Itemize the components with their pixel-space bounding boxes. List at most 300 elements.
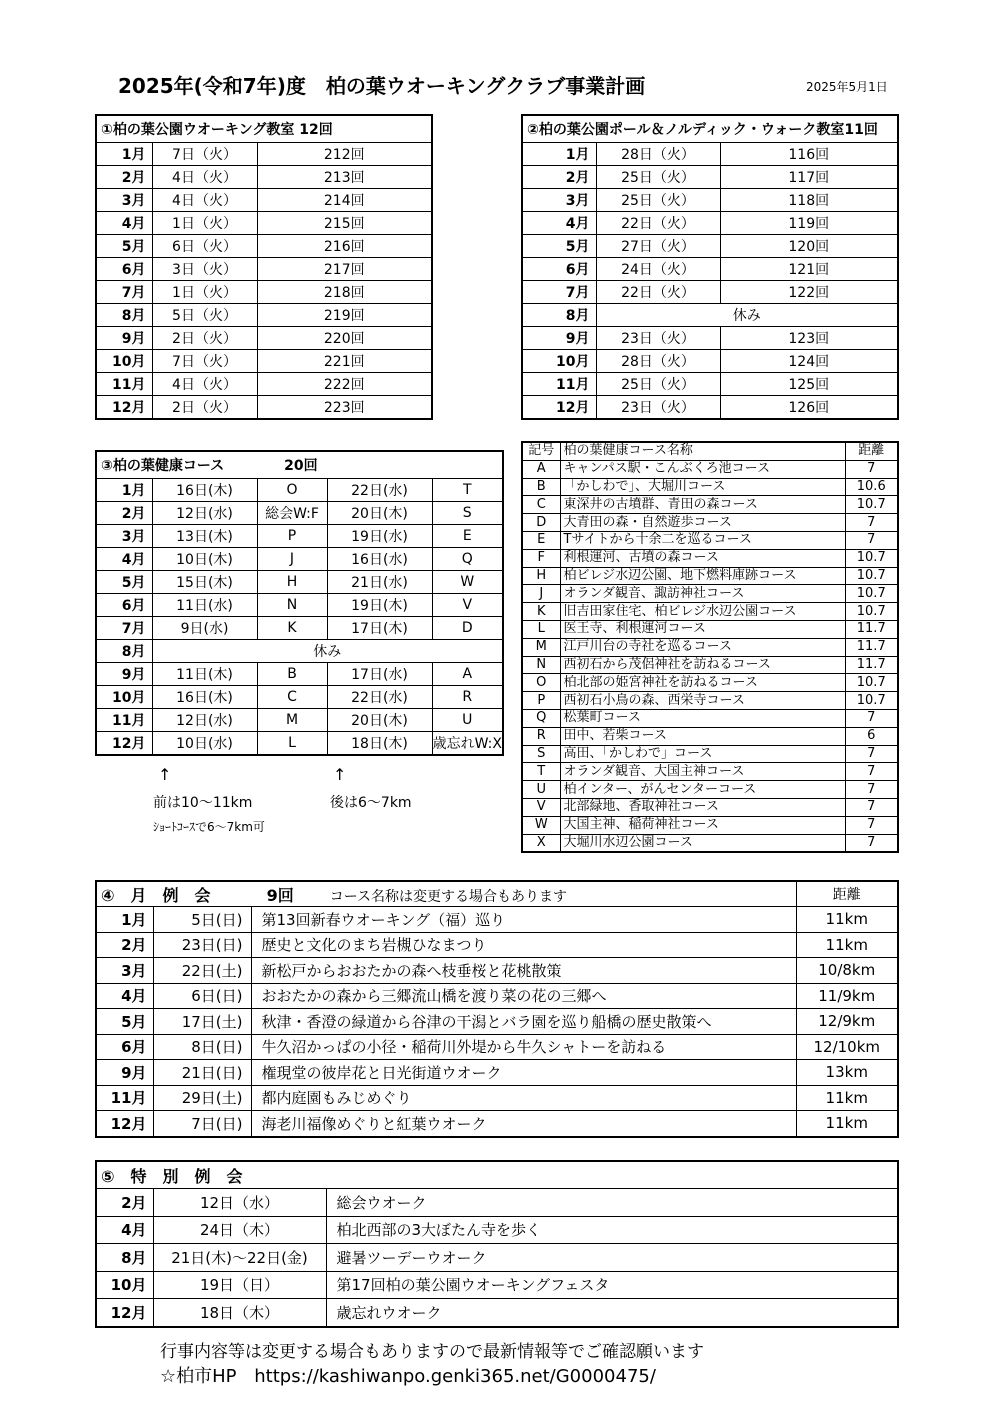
month-cell: 10月 [96, 686, 152, 709]
session-count-cell: 222回 [257, 373, 432, 396]
table-row [522, 781, 898, 799]
event-name-cell: 総会ウオーク [326, 1189, 898, 1217]
course-dist-cell: 10.7 [845, 674, 898, 692]
table-row [96, 166, 432, 189]
table-row [96, 350, 432, 373]
event-name-cell: 柏北西部の3大ぼたん寺を歩く [326, 1216, 898, 1244]
note-after: 後は6～7km [330, 795, 412, 811]
course-name-cell: 柏北部の姫宮神社を訪ねるコース [560, 674, 845, 692]
table-row [96, 958, 898, 984]
session-count-cell: 120回 [720, 235, 898, 258]
special-meeting-table [95, 1160, 899, 1328]
course-dist-cell: 10.7 [845, 549, 898, 567]
special-meeting-title: ⑤ 特 別 例 会 [96, 1161, 898, 1189]
table-row [96, 1189, 898, 1217]
date-cell: 25日（火） [596, 189, 720, 212]
session-count-cell: 123回 [720, 327, 898, 350]
course-code-cell: Q [522, 709, 560, 727]
course-name-cell: 田中、若柴コース [560, 727, 845, 745]
course-name-cell: 大堀川水辺公園コース [560, 834, 845, 852]
first-date-cell: 16日(木) [152, 686, 257, 709]
table-row [96, 258, 432, 281]
month-cell: 7月 [96, 281, 152, 304]
course-dist-header: 距離 [845, 442, 898, 460]
course-name-cell: 北部緑地、香取神社コース [560, 798, 845, 816]
date-cell: 7日（火） [152, 143, 257, 166]
table-row [96, 502, 503, 525]
distance-cell: 12/10km [796, 1034, 898, 1060]
date-cell: 29日(土) [153, 1085, 251, 1111]
course-list-table [521, 441, 899, 853]
session-count-cell: 213回 [257, 166, 432, 189]
date-cell: 5日（火） [152, 304, 257, 327]
session-count-cell: 221回 [257, 350, 432, 373]
course-dist-cell: 7 [845, 531, 898, 549]
second-date-cell: 18日(木) [327, 732, 432, 756]
course-dist-cell: 7 [845, 834, 898, 852]
table-row [522, 763, 898, 781]
table-row [96, 548, 503, 571]
course-dist-cell: 10.7 [845, 496, 898, 514]
month-cell: 6月 [96, 594, 152, 617]
first-date-cell: 16日(木) [152, 479, 257, 502]
month-cell: 2月 [96, 932, 153, 958]
first-course-cell: L [257, 732, 327, 756]
session-count-cell: 212回 [257, 143, 432, 166]
first-course-cell: 総会W:F [257, 502, 327, 525]
course-name-cell: キャンパス駅・こんぶくろ池コース [560, 460, 845, 478]
table-row [96, 617, 503, 640]
month-cell: 8月 [96, 304, 152, 327]
month-cell: 11月 [522, 373, 596, 396]
month-cell: 2月 [522, 166, 596, 189]
table-row [96, 932, 898, 958]
date-cell: 7日（火） [152, 350, 257, 373]
event-name-cell: 牛久沼かっぱの小径・稲荷川外堤から牛久シャトーを訪ねる [251, 1034, 796, 1060]
date-cell: 4日（火） [152, 166, 257, 189]
course-dist-cell: 10.7 [845, 603, 898, 621]
month-cell: 5月 [96, 1009, 153, 1035]
table-row [522, 834, 898, 852]
first-date-cell: 11日(木) [152, 663, 257, 686]
second-date-cell: 19日(木) [327, 594, 432, 617]
event-name-cell: 第13回新春ウオーキング（福）巡り [251, 907, 796, 933]
month-cell: 5月 [96, 571, 152, 594]
footer-hp [160, 1362, 656, 1388]
date-cell: 7日(日) [153, 1111, 251, 1137]
date-cell: 5日(日) [153, 907, 251, 933]
month-cell: 3月 [96, 958, 153, 984]
event-name-cell: 歳忘れウオーク [326, 1299, 898, 1327]
page-title: 2025年(令和7年)度 柏の葉ウオーキングクラブ事業計画 [118, 74, 646, 98]
date-cell: 25日（火） [596, 373, 720, 396]
course-dist-cell: 6 [845, 727, 898, 745]
month-cell: 6月 [96, 258, 152, 281]
second-course-cell: D [432, 617, 503, 640]
first-course-cell: H [257, 571, 327, 594]
first-course-cell: C [257, 686, 327, 709]
month-cell: 5月 [96, 235, 152, 258]
session-count-cell: 223回 [257, 396, 432, 420]
first-date-cell: 10日(水) [152, 732, 257, 756]
course-name-cell: オランダ観音、大国主神コース [560, 763, 845, 781]
event-name-cell: 第17回柏の葉公園ウオーキングフェスタ [326, 1271, 898, 1299]
first-course-cell: P [257, 525, 327, 548]
course-code-cell: B [522, 478, 560, 496]
month-cell: 3月 [96, 189, 152, 212]
table-row [96, 686, 503, 709]
course-code-cell: H [522, 567, 560, 585]
first-course-cell: O [257, 479, 327, 502]
course-code-cell: P [522, 692, 560, 710]
second-course-cell: W [432, 571, 503, 594]
first-course-cell: M [257, 709, 327, 732]
course-code-cell: U [522, 781, 560, 799]
date-cell: 25日（火） [596, 166, 720, 189]
health-course-count: 20回 [284, 458, 318, 474]
course-code-cell: D [522, 514, 560, 532]
date-cell: 23日(日) [153, 932, 251, 958]
monthly-dist-header: 距離 [796, 881, 898, 907]
rest-cell: 休み [152, 640, 503, 663]
first-date-cell: 12日(水) [152, 502, 257, 525]
first-course-cell: K [257, 617, 327, 640]
month-cell: 2月 [96, 502, 152, 525]
month-cell: 8月 [522, 304, 596, 327]
month-cell: 4月 [96, 1216, 153, 1244]
course-dist-cell: 10.7 [845, 585, 898, 603]
session-count-cell: 117回 [720, 166, 898, 189]
date-cell: 18日（木） [153, 1299, 326, 1327]
table-row [96, 732, 503, 756]
month-cell: 5月 [522, 235, 596, 258]
session-count-cell: 119回 [720, 212, 898, 235]
table-row [96, 709, 503, 732]
course-name-cell: 松葉町コース [560, 709, 845, 727]
note-before: 前は10～11km [153, 795, 253, 811]
course-name-cell: 大青田の森・自然遊歩コース [560, 514, 845, 532]
footer-url-link[interactable]: https://kashiwanpo.genki365.net/G0000475/ [254, 1366, 656, 1387]
month-cell: 1月 [96, 143, 152, 166]
table-row [522, 567, 898, 585]
footer-notice: 行事内容等は変更する場合もありますので最新情報等でご確認願います [160, 1342, 704, 1362]
course-dist-cell: 11.7 [845, 638, 898, 656]
course-code-cell: L [522, 620, 560, 638]
second-course-cell: A [432, 663, 503, 686]
table-row [96, 281, 432, 304]
course-name-cell: 柏ビレジ水辺公園、地下燃料庫跡コース [560, 567, 845, 585]
event-name-cell: 秋津・香澄の緑道から谷津の干潟とバラ園を巡り船橋の歴史散策へ [251, 1009, 796, 1035]
date-cell: 6日（火） [152, 235, 257, 258]
event-name-cell: 避暑ツーデーウオーク [326, 1244, 898, 1272]
event-name-cell: 権現堂の彼岸花と日光街道ウオーク [251, 1060, 796, 1086]
course-name-cell: 西初石から茂侶神社を訪ねるコース [560, 656, 845, 674]
second-date-cell: 17日(水) [327, 663, 432, 686]
session-count-cell: 214回 [257, 189, 432, 212]
note-short-course: ｼｮｰﾄｺｰｽで6～7km可 [153, 820, 265, 834]
course-dist-cell: 10.7 [845, 567, 898, 585]
table-row [522, 656, 898, 674]
monthly-meeting-title-row [96, 881, 796, 907]
course-name-cell: 医王寺、利根運河コース [560, 620, 845, 638]
session-count-cell: 220回 [257, 327, 432, 350]
month-cell: 4月 [96, 983, 153, 1009]
nordic-walk-table [521, 114, 899, 420]
table-row [522, 603, 898, 621]
table-row [96, 1216, 898, 1244]
month-cell: 2月 [96, 166, 152, 189]
course-code-cell: A [522, 460, 560, 478]
first-course-cell: B [257, 663, 327, 686]
table-row [522, 212, 898, 235]
event-name-cell: 歴史と文化のまち岩槻ひなまつり [251, 932, 796, 958]
rest-cell: 休み [596, 304, 898, 327]
health-course-title-row [96, 451, 503, 479]
date-cell: 12日（水） [153, 1189, 326, 1217]
table-row [522, 816, 898, 834]
month-cell: 4月 [96, 548, 152, 571]
table-row [522, 281, 898, 304]
course-dist-cell: 10.7 [845, 692, 898, 710]
first-date-cell: 13日(木) [152, 525, 257, 548]
second-date-cell: 17日(木) [327, 617, 432, 640]
first-course-cell: N [257, 594, 327, 617]
first-course-cell: J [257, 548, 327, 571]
table-row [96, 235, 432, 258]
month-cell: 10月 [96, 1271, 153, 1299]
event-name-cell: おおたかの森から三郷流山橋を渡り菜の花の三郷へ [251, 983, 796, 1009]
table-row [522, 709, 898, 727]
second-course-cell: Q [432, 548, 503, 571]
course-dist-cell: 7 [845, 763, 898, 781]
table-row [96, 1244, 898, 1272]
date-cell: 23日（火） [596, 396, 720, 420]
table-row [96, 983, 898, 1009]
course-code-cell: F [522, 549, 560, 567]
table-row [96, 1111, 898, 1137]
distance-cell: 10/8km [796, 958, 898, 984]
table-row [96, 1085, 898, 1111]
arrow-up-icon: ↑ [333, 765, 347, 784]
course-dist-cell: 7 [845, 798, 898, 816]
first-date-cell: 10日(木) [152, 548, 257, 571]
month-cell: 4月 [522, 212, 596, 235]
table-row [522, 304, 898, 327]
distance-cell: 11km [796, 1111, 898, 1137]
second-date-cell: 20日(木) [327, 502, 432, 525]
first-date-cell: 11日(水) [152, 594, 257, 617]
table-row [96, 327, 432, 350]
month-cell: 12月 [96, 396, 152, 420]
course-dist-cell: 7 [845, 514, 898, 532]
nordic-walk-title: ②柏の葉公園ポール＆ノルディック・ウォーク教室11回 [522, 115, 898, 143]
course-dist-cell: 7 [845, 745, 898, 763]
session-count-cell: 122回 [720, 281, 898, 304]
date-cell: 22日(土) [153, 958, 251, 984]
table-row [522, 549, 898, 567]
footer-hp-label: ☆柏市HP [160, 1366, 237, 1387]
session-count-cell: 116回 [720, 143, 898, 166]
table-row [96, 571, 503, 594]
second-course-cell: T [432, 479, 503, 502]
course-code-cell: T [522, 763, 560, 781]
table-row [96, 479, 503, 502]
session-count-cell: 124回 [720, 350, 898, 373]
course-code-cell: S [522, 745, 560, 763]
course-code-cell: J [522, 585, 560, 603]
month-cell: 12月 [96, 1111, 153, 1137]
month-cell: 9月 [96, 1060, 153, 1086]
course-dist-cell: 10.6 [845, 478, 898, 496]
table-row [96, 1034, 898, 1060]
distance-cell: 13km [796, 1060, 898, 1086]
course-dist-cell: 7 [845, 816, 898, 834]
course-code-cell: V [522, 798, 560, 816]
table-row [96, 663, 503, 686]
table-row [522, 460, 898, 478]
date-cell: 3日（火） [152, 258, 257, 281]
month-cell: 3月 [522, 189, 596, 212]
month-cell: 6月 [522, 258, 596, 281]
date-cell: 1日（火） [152, 212, 257, 235]
date-cell: 21日(日) [153, 1060, 251, 1086]
table-row [96, 373, 432, 396]
course-name-cell: 西初石小鳥の森、西栄寺コース [560, 692, 845, 710]
course-dist-cell: 7 [845, 709, 898, 727]
month-cell: 11月 [96, 1085, 153, 1111]
table-row [522, 692, 898, 710]
table-row [522, 727, 898, 745]
table-row [96, 212, 432, 235]
second-course-cell: U [432, 709, 503, 732]
session-count-cell: 219回 [257, 304, 432, 327]
course-code-cell: R [522, 727, 560, 745]
distance-cell: 12/9km [796, 1009, 898, 1035]
course-name-cell: 利根運河、古墳の森コース [560, 549, 845, 567]
course-code-cell: C [522, 496, 560, 514]
second-date-cell: 22日(水) [327, 479, 432, 502]
date-cell: 4日（火） [152, 373, 257, 396]
event-name-cell: 新松戸からおおたかの森へ枝垂桜と花桃散策 [251, 958, 796, 984]
table-row [96, 640, 503, 663]
event-name-cell: 都内庭園もみじめぐり [251, 1085, 796, 1111]
second-date-cell: 16日(水) [327, 548, 432, 571]
table-row [522, 745, 898, 763]
event-name-cell: 海老川福像めぐりと紅葉ウオーク [251, 1111, 796, 1137]
month-cell: 9月 [522, 327, 596, 350]
month-cell: 12月 [96, 732, 152, 756]
month-cell: 7月 [522, 281, 596, 304]
table-row [522, 531, 898, 549]
table-row [522, 166, 898, 189]
table-row [522, 189, 898, 212]
table-row [96, 143, 432, 166]
table-row [96, 304, 432, 327]
course-name-cell: Tサイトから十余二を巡るコース [560, 531, 845, 549]
date-cell: 24日（木） [153, 1216, 326, 1244]
course-name-cell: 「かしわで」、大堀川コース [560, 478, 845, 496]
date-cell: 6日(日) [153, 983, 251, 1009]
course-name-cell: 江戸川台の寺社を巡るコース [560, 638, 845, 656]
table-row [96, 396, 432, 420]
table-row [96, 594, 503, 617]
month-cell: 2月 [96, 1189, 153, 1217]
month-cell: 12月 [522, 396, 596, 420]
walking-class-title: ①柏の葉公園ウオーキング教室 12回 [96, 115, 432, 143]
session-count-cell: 215回 [257, 212, 432, 235]
month-cell: 10月 [96, 350, 152, 373]
table-row [522, 258, 898, 281]
date-cell: 8日(日) [153, 1034, 251, 1060]
month-cell: 6月 [96, 1034, 153, 1060]
course-dist-cell: 11.7 [845, 620, 898, 638]
second-course-cell: R [432, 686, 503, 709]
second-course-cell: 歳忘れW:X [432, 732, 503, 756]
session-count-cell: 118回 [720, 189, 898, 212]
arrow-up-icon: ↑ [158, 765, 172, 784]
course-code-header: 記号 [522, 442, 560, 460]
month-cell: 1月 [522, 143, 596, 166]
table-row [522, 496, 898, 514]
table-row [522, 327, 898, 350]
course-name-cell: 大国主神、稲荷神社コース [560, 816, 845, 834]
month-cell: 1月 [96, 479, 152, 502]
month-cell: 12月 [96, 1299, 153, 1327]
course-name-cell: 柏インター、がんセンターコース [560, 781, 845, 799]
month-cell: 9月 [96, 663, 152, 686]
table-row [522, 396, 898, 420]
table-row [96, 1060, 898, 1086]
table-row [522, 373, 898, 396]
date-cell: 28日（火） [596, 350, 720, 373]
date-cell: 28日（火） [596, 143, 720, 166]
distance-cell: 11/9km [796, 983, 898, 1009]
session-count-cell: 216回 [257, 235, 432, 258]
course-name-cell: 旧吉田家住宅、柏ビレジ水辺公園コース [560, 603, 845, 621]
issue-date: 2025年5月1日 [806, 80, 888, 94]
monthly-meeting-count: 9回 [266, 885, 294, 905]
date-cell: 17日(土) [153, 1009, 251, 1035]
walking-class-table [95, 114, 433, 420]
date-cell: 19日（日） [153, 1271, 326, 1299]
date-cell: 1日（火） [152, 281, 257, 304]
monthly-meeting-table [95, 880, 899, 1138]
monthly-meeting-title: ④ 月 例 会 [101, 885, 211, 905]
course-dist-cell: 11.7 [845, 656, 898, 674]
month-cell: 11月 [96, 373, 152, 396]
course-name-header: 柏の葉健康コース名称 [560, 442, 845, 460]
table-row [522, 585, 898, 603]
month-cell: 8月 [96, 1244, 153, 1272]
second-course-cell: S [432, 502, 503, 525]
session-count-cell: 125回 [720, 373, 898, 396]
table-row [96, 525, 503, 548]
table-row [522, 235, 898, 258]
course-code-cell: W [522, 816, 560, 834]
distance-cell: 11km [796, 932, 898, 958]
session-count-cell: 121回 [720, 258, 898, 281]
date-cell: 4日（火） [152, 189, 257, 212]
table-row [522, 620, 898, 638]
course-code-cell: E [522, 531, 560, 549]
table-row [96, 1271, 898, 1299]
second-date-cell: 21日(水) [327, 571, 432, 594]
date-cell: 24日（火） [596, 258, 720, 281]
course-name-cell: オランダ観音、諏訪神社コース [560, 585, 845, 603]
month-cell: 8月 [96, 640, 152, 663]
table-row [522, 638, 898, 656]
second-date-cell: 20日(木) [327, 709, 432, 732]
